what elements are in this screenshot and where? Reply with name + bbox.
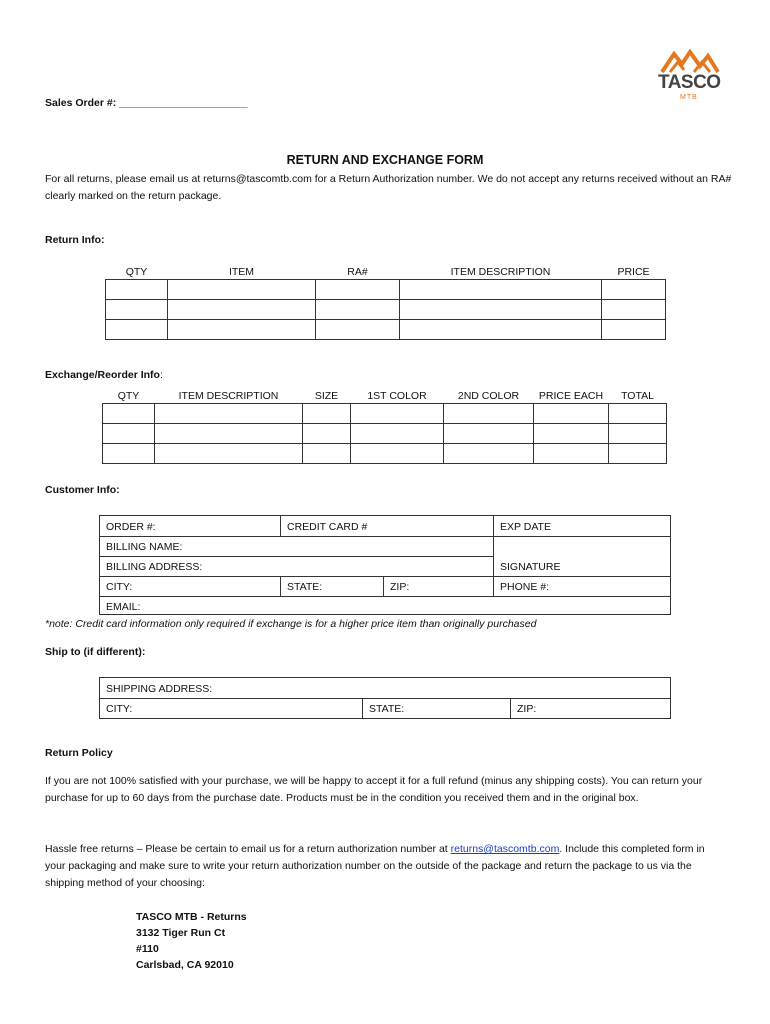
hassle-free-paragraph [45,841,725,892]
address-line-4: Carlsbad, CA 92010 [136,959,234,971]
table-cell[interactable] [400,320,602,340]
exp-date-field[interactable]: EXP DATE [500,521,551,533]
table-cell[interactable] [168,300,316,320]
ship-to-box [99,677,671,719]
table-cell[interactable] [351,424,444,444]
table-cell[interactable] [351,404,444,424]
table-row[interactable] [103,444,667,464]
table-cell[interactable] [609,444,667,464]
table-header-row [106,262,666,280]
mountain-logo-icon [654,48,724,74]
table-cell[interactable] [534,424,609,444]
shipping-address-field[interactable]: SHIPPING ADDRESS: [106,683,213,695]
hassle-free-text: Hassle free returns – Please be certain to email us for a return authorization number at [45,843,451,855]
billing-address-field[interactable]: BILLING ADDRESS: [106,561,203,573]
divider [100,698,670,699]
return-policy-heading: Return Policy [45,747,113,759]
credit-card-field[interactable]: CREDIT CARD # [287,521,368,533]
table-cell[interactable] [316,320,400,340]
divider [100,536,493,537]
table-row[interactable] [106,320,666,340]
table-cell[interactable] [351,444,444,464]
table-cell[interactable] [155,424,303,444]
table-cell[interactable] [602,280,666,300]
table-cell[interactable] [602,300,666,320]
return-policy-paragraph: If you are not 100% satisfied with your purchase, we will be happy to accept it for a full refund (minus any shipping costs). You can return your purchase for up to 60 days from the purchase date. Products must be in the condition you received them and in the original box. [45,775,703,804]
table-cell[interactable] [106,320,168,340]
return-info-table [105,262,666,340]
ship-zip-field[interactable]: ZIP: [517,703,537,715]
table-cell[interactable] [534,444,609,464]
table-cell[interactable] [168,320,316,340]
ship-city-field[interactable]: CITY: [106,703,133,715]
divider [493,536,670,537]
order-field[interactable]: ORDER #: [106,521,156,533]
column-header: ITEM DESCRIPTION [450,266,551,278]
table-cell[interactable] [103,444,155,464]
table-cell[interactable] [103,404,155,424]
table-cell[interactable] [303,404,351,424]
divider [100,576,670,577]
customer-info-heading: Customer Info: [45,484,120,496]
customer-info-box [99,515,671,615]
table-cell[interactable] [609,404,667,424]
table-cell[interactable] [316,280,400,300]
divider [100,596,670,597]
table-cell[interactable] [155,444,303,464]
signature-field[interactable]: SIGNATURE [500,561,561,573]
table-row[interactable] [103,424,667,444]
return-address [136,909,247,973]
table-cell[interactable] [400,300,602,320]
table-cell[interactable] [303,424,351,444]
exchange-info-heading-text: Exchange/Reorder Info [45,369,160,381]
return-info-heading: Return Info: [45,234,105,246]
table-cell[interactable] [155,404,303,424]
table-cell[interactable] [534,404,609,424]
column-header: QTY [125,266,148,278]
table-cell[interactable] [316,300,400,320]
table-cell[interactable] [609,424,667,444]
divider [493,516,494,596]
intro-text: For all returns, please email us at returns@tascomtb.com for a Return Authorization number. We do not accept any returns received without an RA# clearly marked on the return package. [45,173,732,202]
state-field[interactable]: STATE: [287,581,323,593]
divider [100,556,493,557]
table-cell[interactable] [103,424,155,444]
column-header: PRICE EACH [538,390,604,402]
column-header: ITEM DESCRIPTION [178,390,279,402]
logo-sub: MTB [680,94,698,101]
address-line-1: TASCO MTB - Returns [136,911,247,923]
address-line-2: 3132 Tiger Run Ct [136,927,226,939]
logo-word: TASCO [658,72,721,93]
column-header: SIZE [314,390,339,402]
divider [362,698,363,718]
table-cell[interactable] [444,424,534,444]
tasco-logo [654,48,724,106]
column-header: 1ST COLOR [367,390,427,402]
column-header: 2ND COLOR [457,390,520,402]
ship-state-field[interactable]: STATE: [369,703,405,715]
exchange-info-colon: : [159,369,163,381]
table-cell[interactable] [106,300,168,320]
table-row[interactable] [106,280,666,300]
address-line-3: #110 [136,943,159,955]
ship-to-heading: Ship to (if different): [45,646,146,658]
credit-card-note: *note: Credit card information only required if exchange is for a higher price item than originally purchased [45,618,537,630]
email-field[interactable]: EMAIL: [106,601,141,613]
column-header: QTY [117,390,140,402]
phone-field[interactable]: PHONE #: [500,581,550,593]
hassle-free-text-end: . Include this completed form in your packaging and make sure to write your return authorization number on the outside of the package and return the package to us via the shipping method of your choosing: [45,843,705,889]
table-cell[interactable] [303,444,351,464]
zip-field[interactable]: ZIP: [390,581,410,593]
table-row[interactable] [103,404,667,424]
exchange-info-heading [45,369,163,381]
column-header: RA# [347,266,368,278]
divider [383,576,384,596]
returns-email-link[interactable]: returns@tascomtb.com [450,843,560,855]
table-cell[interactable] [106,280,168,300]
exchange-info-table [102,386,667,464]
table-header-row [103,386,667,404]
column-header: ITEM [228,266,255,278]
billing-name-field[interactable]: BILLING NAME: [106,541,183,553]
table-cell[interactable] [400,280,602,300]
city-field[interactable]: CITY: [106,581,133,593]
table-row[interactable] [106,300,666,320]
form-title: RETURN AND EXCHANGE FORM [286,153,484,167]
column-header: PRICE [617,266,650,278]
table-cell[interactable] [444,444,534,464]
table-cell[interactable] [444,404,534,424]
divider [510,698,511,718]
column-header: TOTAL [621,390,654,402]
table-cell[interactable] [168,280,316,300]
divider [280,516,281,536]
sales-order-field[interactable]: Sales Order #: ______________________ [45,97,248,109]
divider [280,576,281,596]
table-cell[interactable] [602,320,666,340]
